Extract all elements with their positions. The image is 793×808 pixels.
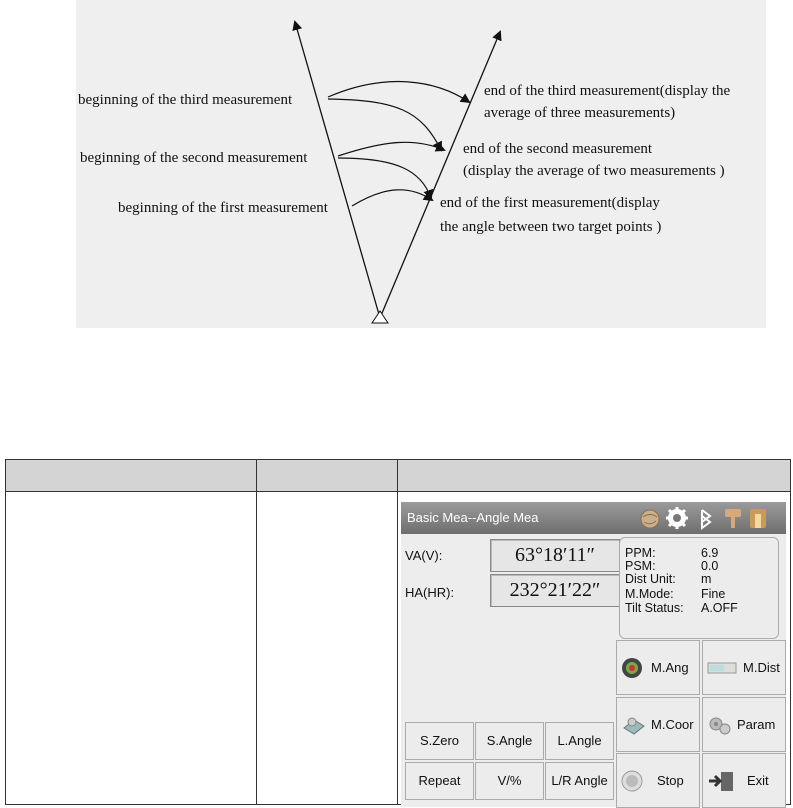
softkey-grid (405, 722, 613, 802)
diagram-svg (76, 0, 766, 328)
angle-measure-icon (621, 657, 643, 679)
info-value-dist-unit: m (701, 572, 712, 586)
info-value-tilt: A.OFF (701, 601, 738, 615)
m-ang-label: M.Ang (651, 660, 689, 675)
m-coor-label: M.Coor (651, 717, 694, 732)
header-key (257, 460, 398, 492)
table-header-row (6, 460, 791, 492)
second-arc (338, 142, 444, 156)
measure-button-grid (616, 640, 786, 807)
repeat-button[interactable]: Repeat (405, 762, 474, 800)
info-key-tilt: Tilt Status: (625, 601, 684, 615)
ha-label: HA(HR): (405, 585, 455, 600)
cell-operation (6, 492, 257, 805)
l-angle-button[interactable]: L.Angle (545, 722, 614, 760)
label-begin-first: beginning of the first measurement (118, 200, 328, 216)
exit-label: Exit (747, 773, 769, 788)
label-end-third-1: end of the third measurement(display the (484, 83, 731, 99)
repeat-measurement-diagram (76, 0, 766, 328)
m-dist-label: M.Dist (743, 660, 780, 675)
stop-button[interactable] (616, 753, 700, 808)
lr-angle-button[interactable]: L/R Angle (545, 762, 614, 800)
prism-target-icon (725, 509, 741, 528)
third-arc (328, 82, 469, 102)
bluetooth-icon (702, 510, 710, 528)
instrument-triangle (372, 311, 388, 323)
label-begin-second: beginning of the second measurement (80, 150, 308, 166)
screen-title: Basic Mea--Angle Mea (407, 510, 539, 525)
v-percent-button[interactable]: V/% (475, 762, 544, 800)
m-coor-button[interactable] (616, 697, 700, 752)
label-end-second-2: (display the average of two measurements ) (463, 163, 725, 179)
info-value-psm: 0.0 (701, 559, 719, 573)
info-key-psm: PSM: (625, 559, 656, 573)
coordinate-measure-icon (621, 714, 647, 736)
m-ang-button[interactable] (616, 640, 700, 695)
label-end-first-2: the angle between two target points ) (440, 219, 662, 235)
info-panel (619, 537, 779, 639)
status-icons (640, 506, 780, 530)
globe-icon (641, 510, 659, 528)
va-label: VA(V): (405, 548, 443, 563)
distance-measure-icon (707, 657, 737, 679)
param-button[interactable] (702, 697, 786, 752)
label-end-third-2: average of three measurements) (484, 105, 676, 121)
label-begin-third: beginning of the third measurement (78, 92, 293, 108)
va-value: 63°18′11″ (490, 539, 620, 572)
stop-label: Stop (657, 773, 684, 788)
title-bar (401, 502, 786, 534)
cell-key (257, 492, 398, 805)
info-value-ppm: 6.9 (701, 546, 719, 560)
third-return-arc (328, 99, 441, 150)
info-key-ppm: PPM: (625, 546, 656, 560)
param-label: Param (737, 717, 776, 732)
stop-icon (621, 770, 643, 792)
s-zero-button[interactable]: S.Zero (405, 722, 474, 760)
exit-button[interactable] (702, 753, 786, 808)
m-dist-button[interactable] (702, 640, 786, 695)
parameters-gears-icon (707, 714, 733, 736)
header-operation (6, 460, 257, 492)
settings-gear-icon[interactable] (666, 507, 688, 529)
left-sight-line (295, 22, 380, 318)
label-end-first-1: end of the first measurement(display (440, 195, 660, 211)
exit-door-icon (707, 770, 735, 792)
battery-icon (750, 509, 766, 528)
info-key-dist-unit: Dist Unit: (625, 572, 676, 586)
header-display (398, 460, 791, 492)
ha-value: 232°21′22″ (490, 574, 620, 607)
info-key-mode: M.Mode: (625, 587, 674, 601)
info-value-mode: Fine (701, 587, 726, 601)
s-angle-button[interactable]: S.Angle (475, 722, 544, 760)
instrument-screen (401, 502, 786, 807)
label-end-second-1: end of the second measurement (463, 141, 653, 157)
first-arc (352, 190, 432, 206)
